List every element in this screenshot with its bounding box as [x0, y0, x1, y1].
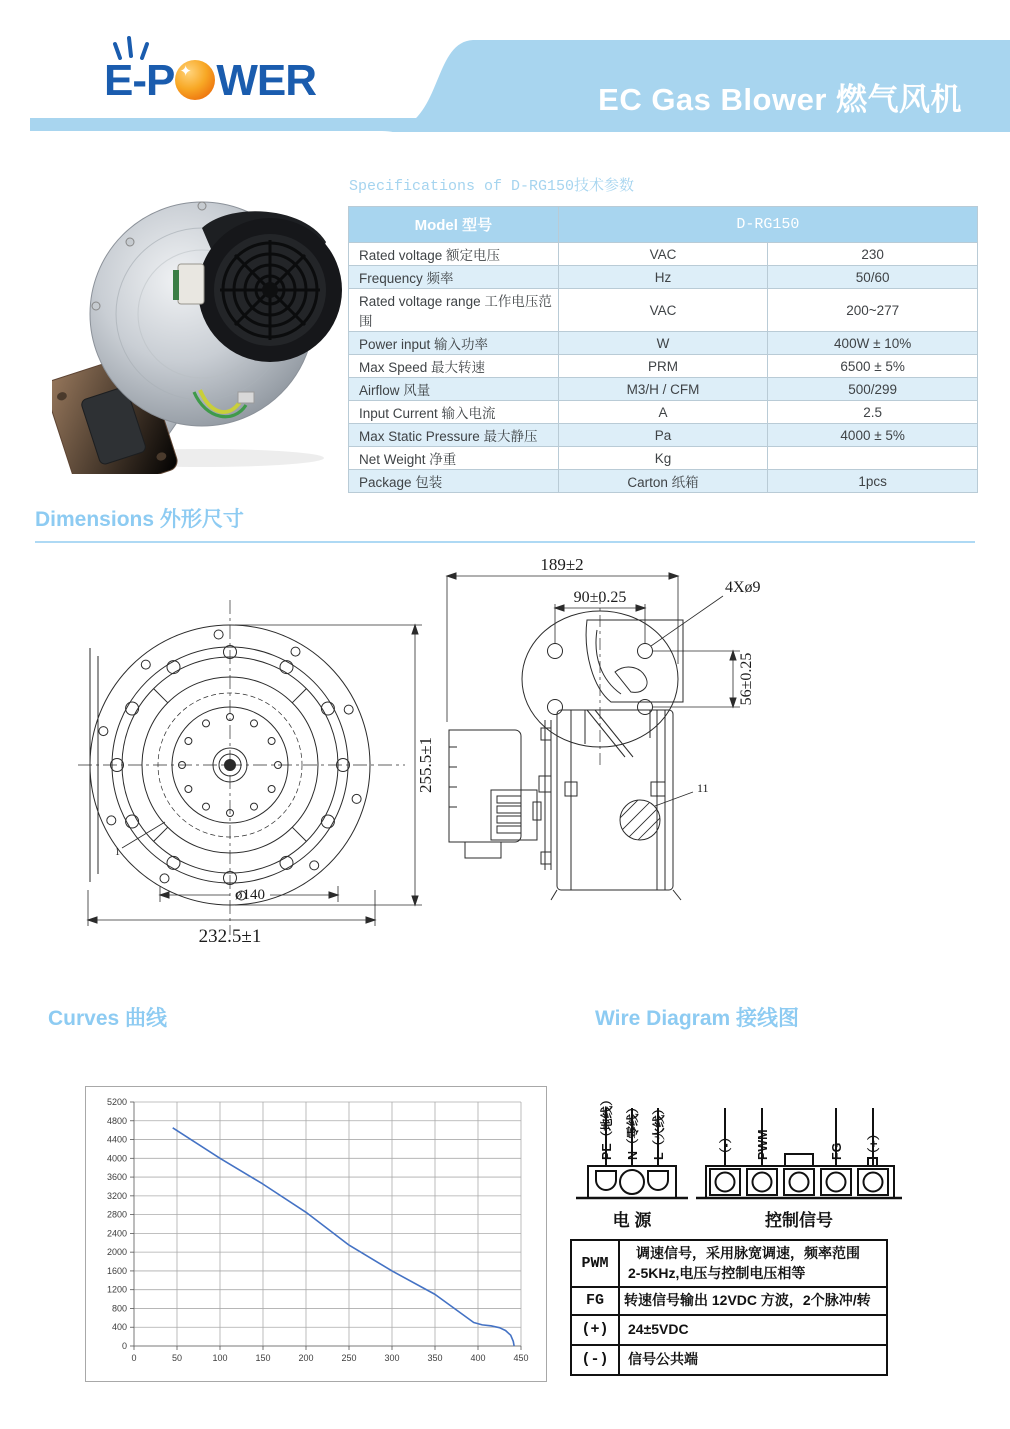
spec-unit: PRM — [558, 355, 768, 378]
model-value-cell: D-RG150 — [558, 207, 977, 243]
signal-desc: 24±5VDC — [619, 1315, 887, 1345]
svg-text:200: 200 — [298, 1353, 314, 1363]
table-row — [349, 378, 978, 401]
spec-value: 6500 ± 5% — [768, 355, 978, 378]
table-row — [349, 470, 978, 493]
motor-grille — [198, 218, 342, 362]
table-row — [349, 266, 978, 289]
performance-chart — [85, 1086, 547, 1382]
dim-label-hole-spacing-v: 56±0.25 — [738, 652, 755, 706]
svg-text:400: 400 — [470, 1353, 486, 1363]
svg-text:0: 0 — [131, 1353, 137, 1363]
pcb-edge — [173, 270, 179, 300]
logo-sparkle-icon: ✦ — [179, 63, 191, 80]
spec-param: Rated voltage 额定电压 — [349, 243, 559, 266]
header-strip — [30, 118, 1010, 131]
curves-heading: Curves 曲线 — [48, 1007, 168, 1030]
side-view-drawing — [435, 552, 945, 924]
model-header-cell: Model 型号 — [349, 207, 559, 243]
dim-label-holes: 4Xø9 — [725, 579, 761, 596]
spec-unit: W — [558, 332, 768, 355]
dimensions-heading: Dimensions 外形尺寸 — [35, 508, 244, 531]
svg-text:450: 450 — [513, 1353, 529, 1363]
table-row — [349, 355, 978, 378]
spec-param: Max Static Pressure 最大静压 — [349, 424, 559, 447]
terminal-label-minus: （-） — [719, 1130, 733, 1160]
spec-value: 2.5 — [768, 401, 978, 424]
svg-text:4400: 4400 — [106, 1134, 127, 1145]
table-row — [571, 1240, 887, 1287]
table-row — [349, 424, 978, 447]
svg-text:1200: 1200 — [106, 1284, 127, 1295]
section-divider — [35, 541, 975, 543]
terminal-connector — [178, 264, 204, 304]
spec-value: 200~277 — [768, 289, 978, 332]
svg-text:2800: 2800 — [106, 1209, 127, 1220]
spec-unit: VAC — [558, 289, 768, 332]
svg-text:300: 300 — [384, 1353, 400, 1363]
dim-note-1: 1 — [115, 847, 120, 858]
svg-text:2400: 2400 — [106, 1228, 127, 1239]
spec-param: Power input 输入功率 — [349, 332, 559, 355]
logo-text-left: E-P — [104, 56, 175, 105]
table-row — [571, 1287, 887, 1315]
svg-text:400: 400 — [111, 1322, 127, 1333]
spec-unit: Carton 纸箱 — [558, 470, 768, 493]
table-row — [349, 243, 978, 266]
spec-param: Package 包装 — [349, 470, 559, 493]
chart-canvas — [86, 1087, 546, 1379]
signal-desc: 调速信号，采用脉宽调速，频率范围 2-5KHz,电压与控制电压相等 — [619, 1240, 887, 1287]
dim-note-11: 11 — [697, 781, 709, 795]
spec-value: 1pcs — [768, 470, 978, 493]
table-row — [571, 1345, 887, 1375]
front-view-drawing — [70, 590, 442, 962]
spec-value: 50/60 — [768, 266, 978, 289]
svg-text:800: 800 — [111, 1303, 127, 1314]
spec-unit: Kg — [558, 447, 768, 470]
svg-text:350: 350 — [427, 1353, 443, 1363]
terminal-label-n: N（零线） — [626, 1100, 640, 1160]
wire-diagram-heading: Wire Diagram 接线图 — [595, 1007, 800, 1030]
spec-param: Airflow 风量 — [349, 378, 559, 401]
terminal-label-plus: （+） — [867, 1127, 881, 1160]
svg-text:0: 0 — [121, 1341, 127, 1351]
wire-diagram — [574, 1072, 904, 1244]
svg-text:150: 150 — [255, 1353, 271, 1363]
logo-text-right: WER — [216, 56, 317, 105]
product-photo — [52, 186, 348, 474]
terminal-label-fg: FG — [830, 1142, 844, 1160]
svg-text:5200: 5200 — [106, 1097, 127, 1107]
svg-text:50: 50 — [171, 1353, 183, 1363]
dim-label-height: 255.5±1 — [416, 736, 435, 794]
signal-pin: PWM — [571, 1240, 619, 1287]
signal-pin: (+) — [571, 1315, 619, 1345]
spec-param: Input Current 输入电流 — [349, 401, 559, 424]
signal-desc: 信号公共端 — [619, 1345, 887, 1375]
specs-title: Specifications of D-RG150技术参数 — [349, 178, 635, 195]
signal-pin: FG — [571, 1287, 619, 1315]
dim-label-inlet-diameter: ø140 — [235, 887, 265, 903]
spec-value: 500/299 — [768, 378, 978, 401]
terminal-label-l: L（火线） — [652, 1102, 666, 1160]
spec-value — [768, 447, 978, 470]
signal-table — [570, 1239, 888, 1376]
table-header-row — [349, 207, 978, 243]
table-row — [349, 289, 978, 332]
spec-unit: Hz — [558, 266, 768, 289]
svg-text:4800: 4800 — [106, 1115, 127, 1126]
spec-param: Frequency 频率 — [349, 266, 559, 289]
table-row — [349, 401, 978, 424]
svg-text:250: 250 — [341, 1353, 357, 1363]
spec-param: Rated voltage range 工作电压范围 — [349, 289, 559, 332]
table-row — [349, 447, 978, 470]
spec-unit: A — [558, 401, 768, 424]
svg-text:1600: 1600 — [106, 1265, 127, 1276]
power-block-caption: 电 源 — [612, 1211, 652, 1230]
spec-value: 400W ± 10% — [768, 332, 978, 355]
spec-unit: VAC — [558, 243, 768, 266]
spec-param: Net Weight 净重 — [349, 447, 559, 470]
spec-unit: Pa — [558, 424, 768, 447]
svg-text:2000: 2000 — [106, 1247, 127, 1258]
svg-text:100: 100 — [212, 1353, 228, 1363]
spec-param: Max Speed 最大转速 — [349, 355, 559, 378]
terminal-label-pwm: PWM — [756, 1129, 770, 1160]
spec-unit: M3/H / CFM — [558, 378, 768, 401]
signal-desc: 转速信号输出 12VDC 方波，2个脉冲/转 — [619, 1287, 887, 1315]
spec-value: 4000 ± 5% — [768, 424, 978, 447]
svg-text:3600: 3600 — [106, 1172, 127, 1183]
svg-text:3200: 3200 — [106, 1190, 127, 1201]
control-block-caption: 控制信号 — [765, 1211, 833, 1230]
table-row — [349, 332, 978, 355]
svg-text:4000: 4000 — [106, 1153, 127, 1164]
dim-label-width: 232.5±1 — [198, 926, 262, 947]
terminal-label-pe: PE（地线） — [600, 1093, 614, 1160]
page-title: EC Gas Blower 燃气风机 — [598, 82, 962, 117]
table-row — [571, 1315, 887, 1345]
signal-pin: (-) — [571, 1345, 619, 1375]
dim-label-depth: 189±2 — [540, 555, 584, 574]
wire-lug — [238, 392, 254, 403]
dim-label-hole-spacing-h: 90±0.25 — [573, 589, 627, 606]
specs-table — [348, 206, 978, 493]
spec-value: 230 — [768, 243, 978, 266]
